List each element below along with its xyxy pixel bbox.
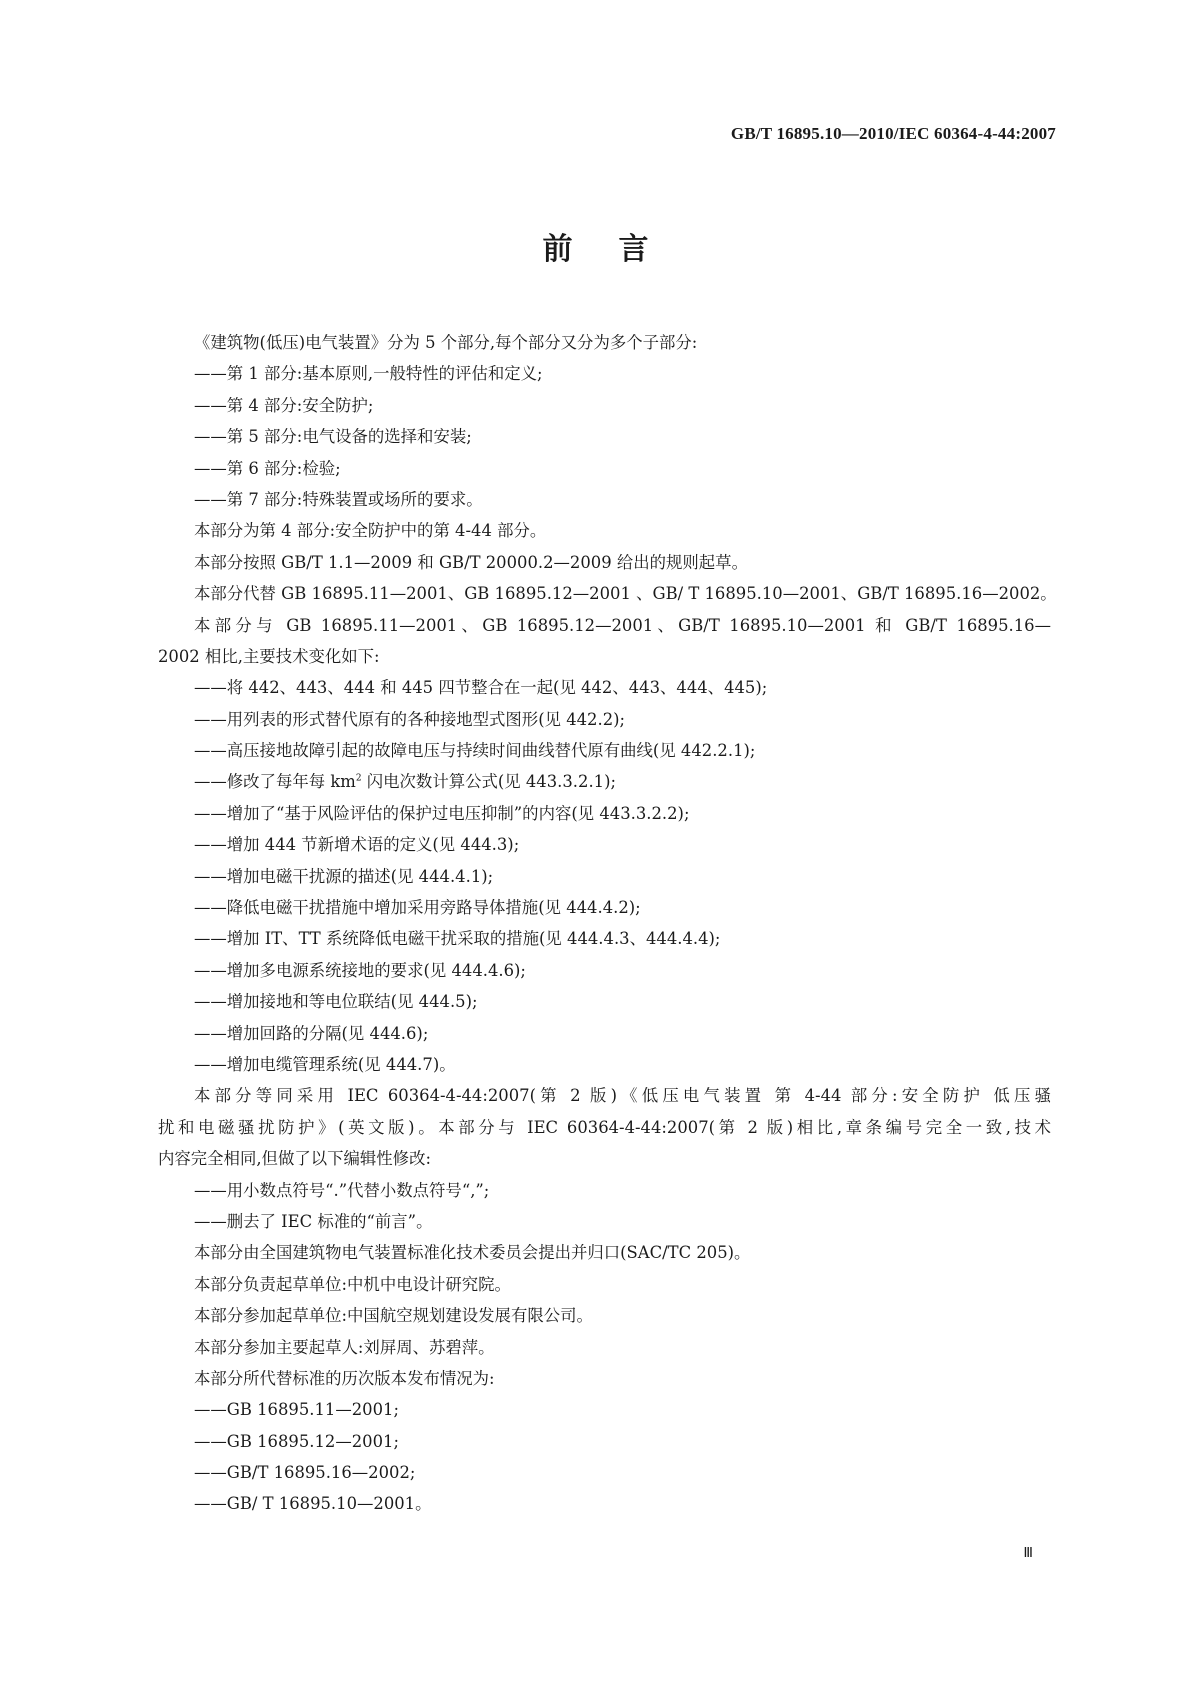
- paragraph-line: 本部分参加起草单位:中国航空规划建设发展有限公司。: [194, 1306, 593, 1326]
- paragraph-line: 本部分等同采用 IEC 60364-4-44:2007(第 2 版)《低压电气装置 第 4-44 部分:安全防护 低压骚: [194, 1086, 1051, 1106]
- list-item: ——用小数点符号“.”代替小数点符号“,”;: [194, 1180, 490, 1200]
- paragraph-line: 本部分代替 GB 16895.11—2001、GB 16895.12—2001 、GB/ T 16895.10—2001、GB/T 16895.16—2002。: [194, 584, 1057, 604]
- text-segment: ——修改了每年每 km: [194, 772, 356, 792]
- list-item: ——高压接地故障引起的故障电压与持续时间曲线替代原有曲线(见 442.2.1);: [194, 741, 756, 761]
- list-item: ——增加接地和等电位联结(见 444.5);: [194, 992, 478, 1012]
- list-item: ——GB 16895.11—2001;: [194, 1400, 399, 1420]
- paragraph-line: 本部分由全国建筑物电气装置标准化技术委员会提出并归口(SAC/TC 205)。: [194, 1243, 751, 1263]
- list-item: ——增加 IT、TT 系统降低电磁干扰采取的措施(见 444.4.3、444.4.4);: [194, 929, 721, 949]
- list-item: ——GB/T 16895.16—2002;: [194, 1463, 416, 1483]
- standard-code-header: GB/T 16895.10—2010/IEC 60364-4-44:2007: [730, 124, 1056, 143]
- list-item: ——增加 444 节新增术语的定义(见 444.3);: [194, 835, 520, 855]
- list-item: ——GB/ T 16895.10—2001。: [194, 1494, 432, 1514]
- superscript: 2: [355, 774, 362, 784]
- paragraph-line: 《建筑物(低压)电气装置》分为 5 个部分,每个部分又分为多个子部分:: [194, 333, 698, 352]
- list-item: ——第 6 部分:检验;: [194, 458, 341, 478]
- list-item: ——增加电缆管理系统(见 444.7)。: [194, 1054, 456, 1074]
- paragraph-line: 内容完全相同,但做了以下编辑性修改:: [158, 1149, 431, 1169]
- page-number: Ⅲ: [1023, 1546, 1033, 1561]
- list-item: ——删去了 IEC 标准的“前言”。: [194, 1211, 433, 1231]
- paragraph-line: 本部分与 GB 16895.11—2001、GB 16895.12—2001、GB/T 16895.10—2001 和 GB/T 16895.16—: [194, 615, 1051, 635]
- list-item: ——用列表的形式替代原有的各种接地型式图形(见 442.2);: [194, 709, 626, 729]
- paragraph-line: 本部分为第 4 部分:安全防护中的第 4-44 部分。: [194, 521, 547, 541]
- list-item: [158, 766, 1051, 797]
- page-title: 前言: [542, 232, 695, 267]
- text-segment: 闪电次数计算公式(见 443.3.2.1);: [361, 772, 616, 792]
- paragraph-line: 本部分按照 GB/T 1.1—2009 和 GB/T 20000.2—2009 给出的规则起草。: [194, 552, 748, 572]
- paragraph-line: 扰和电磁骚扰防护》(英文版)。本部分与 IEC 60364-4-44:2007(第 2 版)相比,章条编号完全一致,技术: [158, 1117, 1051, 1137]
- list-item: ——增加回路的分隔(见 444.6);: [194, 1023, 429, 1043]
- list-item: ——第 1 部分:基本原则,一般特性的评估和定义;: [194, 364, 543, 384]
- paragraph-line: 2002 相比,主要技术变化如下:: [158, 646, 380, 666]
- list-item: ——增加了“基于风险评估的保护过电压抑制”的内容(见 443.3.2.2);: [194, 803, 690, 823]
- paragraph-line: 本部分负责起草单位:中机中电设计研究院。: [194, 1274, 511, 1294]
- list-item: ——增加多电源系统接地的要求(见 444.4.6);: [194, 960, 526, 980]
- foreword-body: [158, 327, 1057, 1520]
- list-item: ——降低电磁干扰措施中增加采用旁路导体措施(见 444.4.2);: [194, 898, 641, 918]
- list-item: ——GB 16895.12—2001;: [194, 1431, 399, 1451]
- list-item: ——第 5 部分:电气设备的选择和安装;: [194, 427, 472, 447]
- paragraph-line: 本部分所代替标准的历次版本发布情况为:: [194, 1368, 495, 1388]
- list-item: ——增加电磁干扰源的描述(见 444.4.1);: [194, 866, 494, 886]
- list-item: ——第 4 部分:安全防护;: [194, 395, 374, 415]
- list-item: ——第 7 部分:特殊装置或场所的要求。: [194, 489, 483, 509]
- list-item: ——将 442、443、444 和 445 四节整合在一起(见 442、443、444、445);: [194, 678, 768, 698]
- paragraph-line: 本部分参加主要起草人:刘屏周、苏碧萍。: [194, 1337, 495, 1357]
